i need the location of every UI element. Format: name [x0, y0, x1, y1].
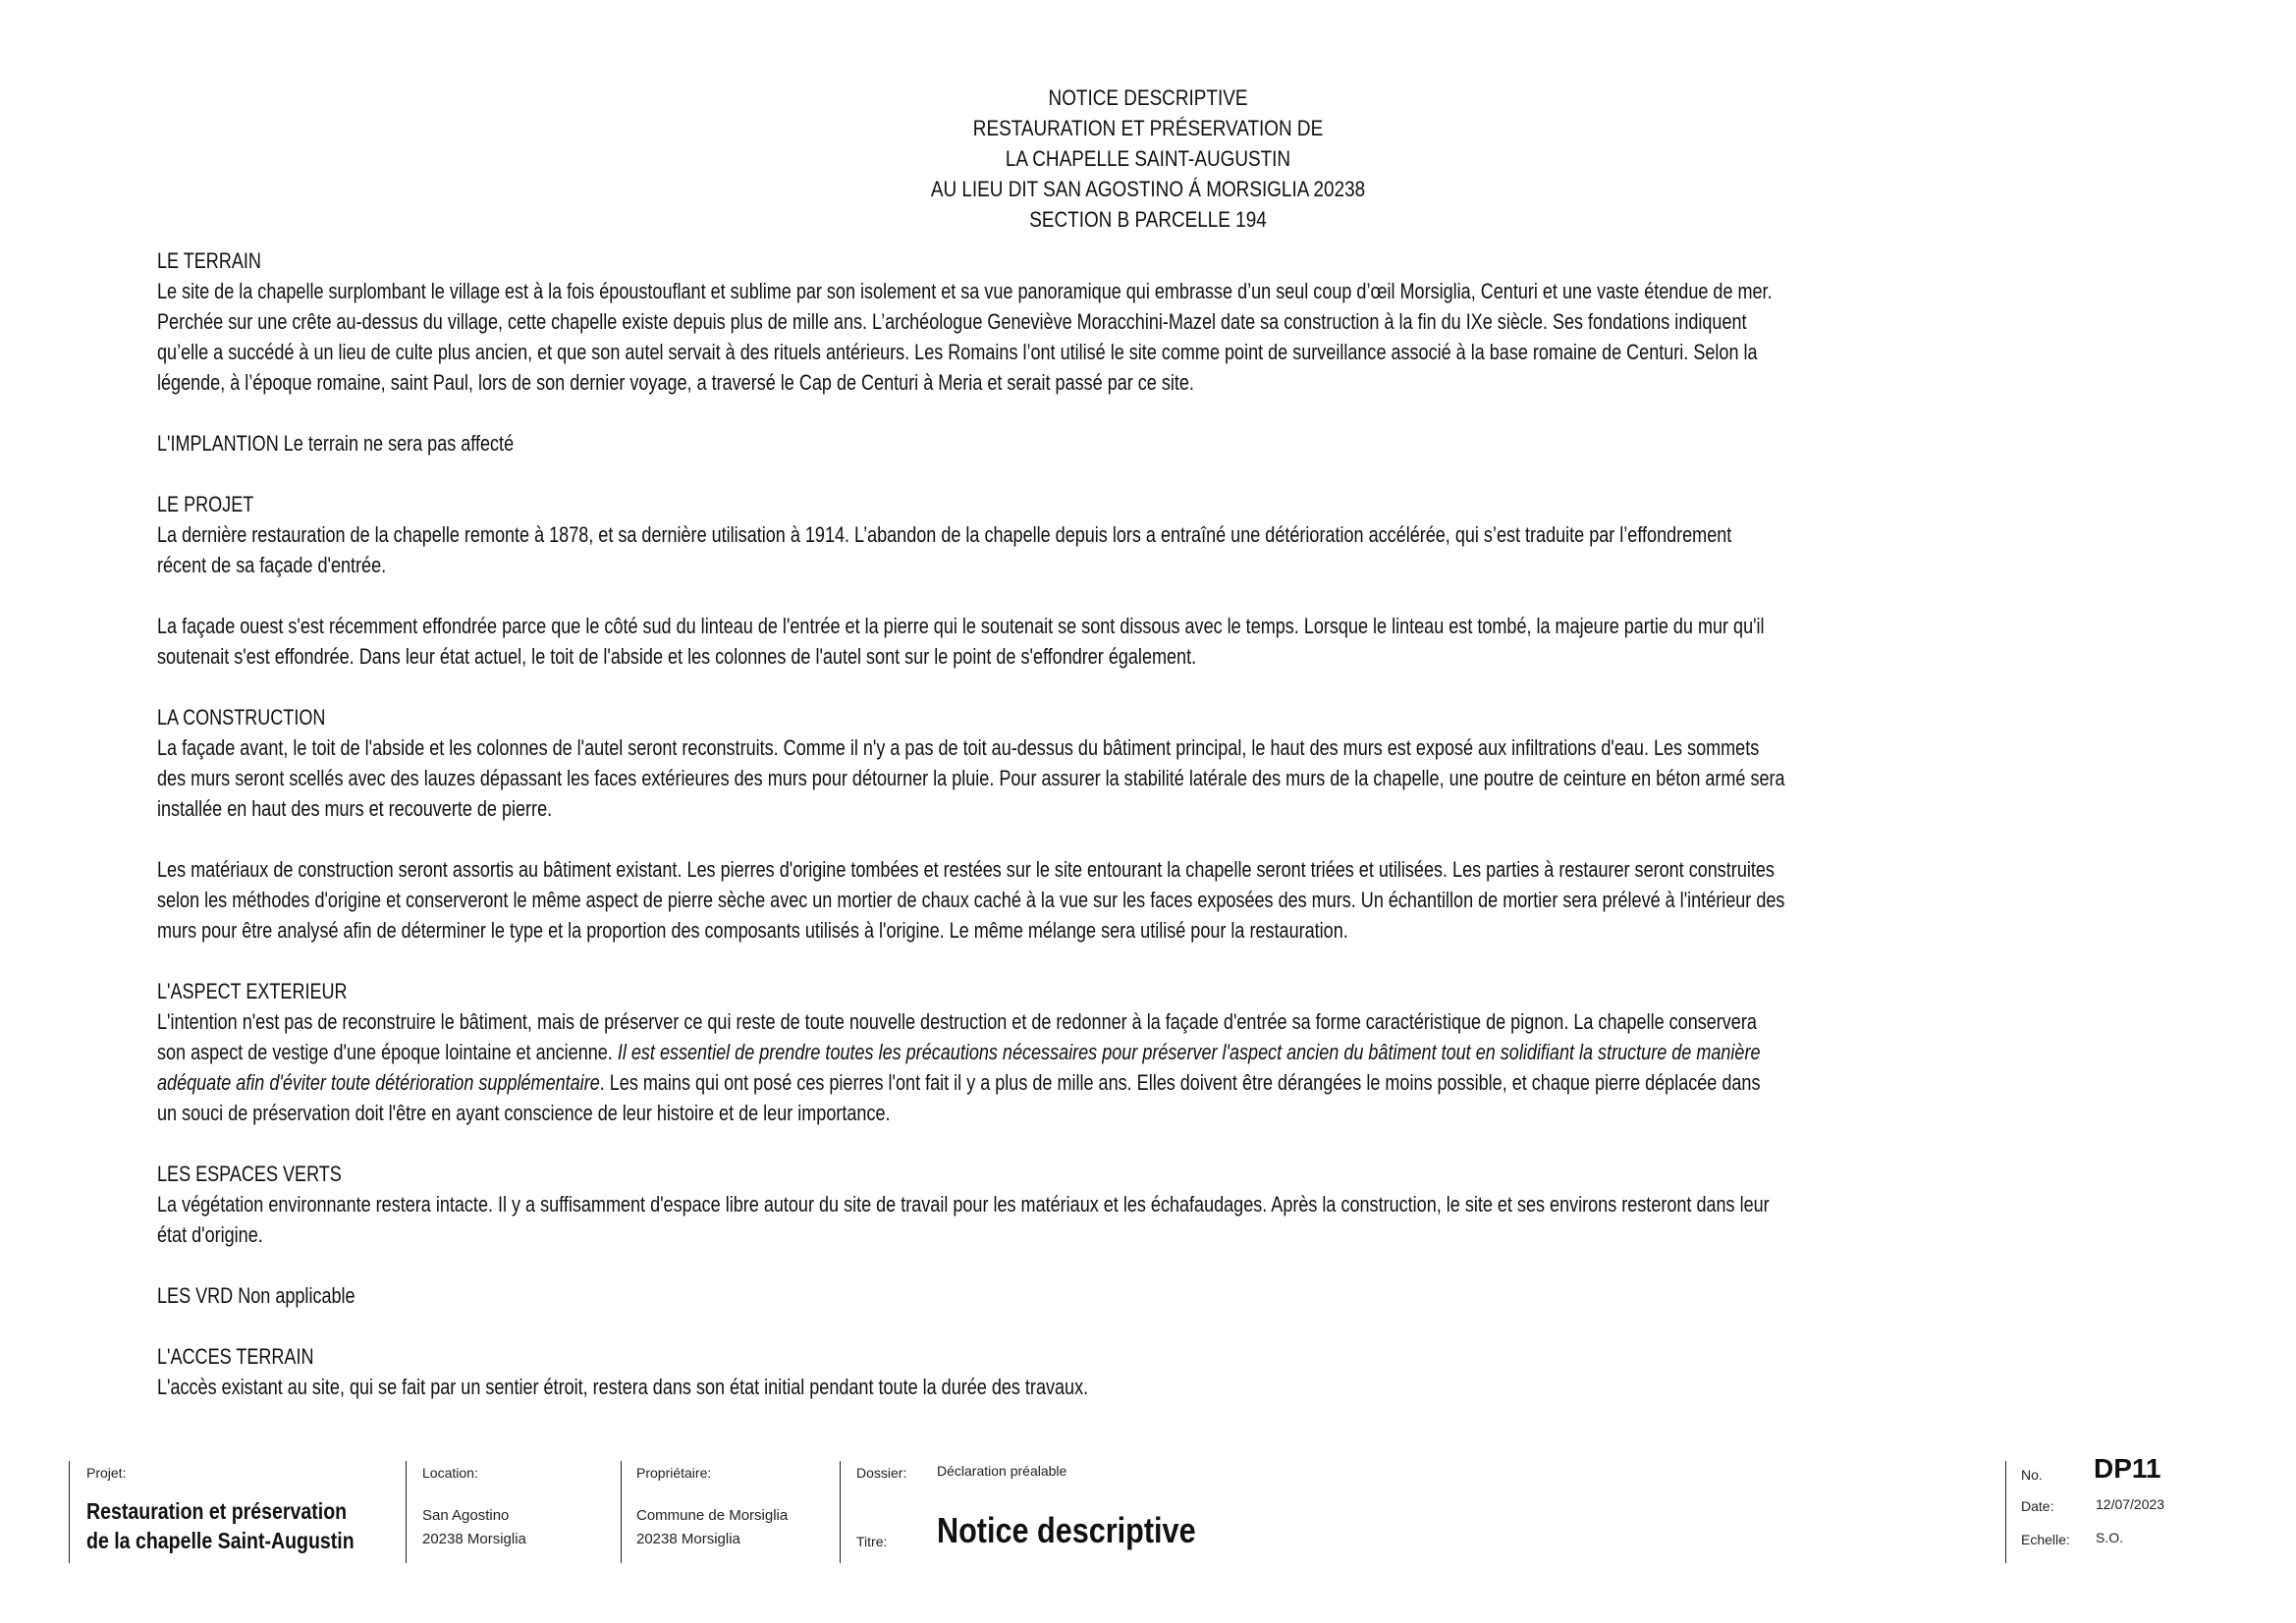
section-heading: LES VRD	[157, 1283, 234, 1308]
section-implantion	[157, 428, 2040, 459]
divider	[69, 1461, 70, 1563]
body-line: installée en haut des murs et recouverte de pierre.	[157, 796, 553, 821]
body-line	[157, 1067, 2040, 1098]
proprietaire-value	[636, 1504, 788, 1551]
echelle-label: Echelle:	[2021, 1532, 2070, 1547]
section-heading: LA CONSTRUCTION	[157, 705, 326, 730]
section-heading: LE TERRAIN	[157, 248, 261, 273]
body-line: état d'origine.	[157, 1222, 263, 1247]
dossier-value: Déclaration préalable	[937, 1463, 1067, 1479]
divider	[840, 1461, 841, 1563]
body-line: soutenait s'est effondrée. Dans leur état actuel, le toit de l'abside et les colonnes de l'autel sont sur le point de s'effondrer également.	[157, 644, 1197, 669]
titre-label: Titre:	[856, 1534, 888, 1549]
section-aspect-exterieur	[157, 976, 2040, 1128]
date-value: 12/07/2023	[2096, 1496, 2165, 1512]
location-line: San Agostino	[422, 1507, 510, 1524]
body-line: La façade ouest s'est récemment effondrée parce que le côté sud du linteau de l'entrée et la pierre qui le soutenait se sont dissous avec le temps. Lorsque le linteau est tombé, la majeure partie du mur qu'il	[157, 614, 1765, 638]
body-line: Le site de la chapelle surplombant le village est à la fois époustouflant et sublime par son isolement et sa vue panoramique qui embrasse d’un seul coup d’œil Morsiglia, Centuri et une vaste étendue de mer.	[157, 279, 1773, 303]
section-construction	[157, 702, 2040, 824]
body-line: légende, à l’époque romaine, saint Paul, lors de son dernier voyage, a traversé le Cap de Centuri à Meria et serait passé par ce site.	[157, 370, 1194, 395]
section-projet-continued	[157, 611, 2040, 672]
emphasis-text: adéquate afin d'éviter toute détérioration supplémentaire	[157, 1070, 600, 1095]
divider	[2005, 1461, 2006, 1563]
body-text: Le terrain ne sera pas affecté	[283, 431, 515, 456]
body-line: murs pour être analysé afin de déterminer le type et la proportion des composants utilisés à l'origine. Le même mélange sera utilisé pour la restauration.	[157, 918, 1348, 943]
document-title: Notice descriptive	[937, 1510, 1196, 1550]
section-acces-terrain	[157, 1341, 2040, 1402]
section-espaces-verts	[157, 1159, 2040, 1250]
section-construction-continued	[157, 854, 2040, 946]
document-header	[161, 82, 2136, 235]
header-line: AU LIEU DIT SAN AGOSTINO Á MORSIGLIA 20238	[930, 177, 1366, 201]
proprietaire-label: Propriétaire:	[636, 1465, 712, 1481]
body-line: La dernière restauration de la chapelle remonte à 1878, et sa dernière utilisation à 1914. L’abandon de la chapelle depuis lors a entraîné une détérioration accélérée, qui s’est traduite par l’effondrement	[157, 522, 1732, 547]
emphasis-text: Il est essentiel de prendre toutes les précautions nécessaires pour préserver l'aspect ancien du bâtiment tout en solidifiant la structure de manière	[617, 1040, 1761, 1064]
project-name-line: Restauration et préservation	[86, 1498, 348, 1524]
section-heading: L'ACCES TERRAIN	[157, 1344, 314, 1369]
header-line: SECTION B PARCELLE 194	[1029, 207, 1267, 232]
section-heading: LES ESPACES VERTS	[157, 1162, 342, 1186]
echelle-value: S.O.	[2096, 1530, 2124, 1545]
dossier-label: Dossier:	[856, 1465, 907, 1481]
section-terrain	[157, 245, 2040, 398]
divider	[406, 1461, 407, 1563]
document-body	[157, 245, 2040, 1433]
body-line: L'intention n'est pas de reconstruire le bâtiment, mais de préserver ce qui reste de toute nouvelle destruction et de redonner à la façade d'entrée sa forme caractéristique de pignon. La chapelle conservera	[157, 1009, 1757, 1034]
proprietaire-line: Commune de Morsiglia	[636, 1507, 789, 1524]
body-line: qu’elle a succédé à un lieu de culte plus ancien, et que son autel servait à des rituels antérieurs. Les Romains l’ont utilisé le site comme point de surveillance associé à la base romaine de Centuri. Selon la	[157, 340, 1758, 364]
body-line: L'accès existant au site, qui se fait par un sentier étroit, restera dans son état initial pendant toute la durée des travaux.	[157, 1375, 1089, 1399]
sheet-number: DP11	[2094, 1453, 2161, 1484]
header-line: LA CHAPELLE SAINT-AUGUSTIN	[1005, 146, 1291, 171]
project-name	[86, 1496, 355, 1555]
section-projet	[157, 489, 2040, 580]
no-label: No.	[2021, 1467, 2043, 1483]
header-line: NOTICE DESCRIPTIVE	[1048, 85, 1248, 110]
section-vrd	[157, 1280, 2040, 1311]
header-line: RESTAURATION ET PRÉSERVATION DE	[972, 116, 1324, 140]
body-line: récent de sa façade d'entrée.	[157, 553, 387, 577]
body-line: selon les méthodes d'origine et conserveront le même aspect de pierre sèche avec un mortier de chaux caché à la vue sur les faces exposées des murs. Un échantillon de mortier sera prélevé à l'intérieur des	[157, 888, 1785, 912]
body-text: son aspect de vestige d'une époque lointaine et ancienne.	[157, 1040, 618, 1064]
body-line	[157, 1037, 2040, 1067]
location-label: Location:	[422, 1465, 478, 1481]
projet-label: Projet:	[86, 1465, 127, 1481]
title-block	[0, 1453, 2296, 1571]
body-text: . Les mains qui ont posé ces pierres l'ont fait il y a plus de mille ans. Elles doivent être dérangées le moins possible, et chaque pierre déplacée dans	[599, 1070, 1761, 1095]
body-line: Perchée sur une crête au-dessus du village, cette chapelle existe depuis plus de mille ans. L’archéologue Geneviève Moracchini-Mazel date sa construction à la fin du IXe siècle. Ses fondations indiquent	[157, 309, 1747, 334]
location-line: 20238 Morsiglia	[422, 1531, 526, 1547]
section-heading: LE PROJET	[157, 492, 254, 516]
body-text: Non applicable	[238, 1283, 355, 1308]
body-line: La végétation environnante restera intacte. Il y a suffisamment d'espace libre autour du site de travail pour les matériaux et les échafaudages. Après la construction, le site et ses environs resteront dans leur	[157, 1192, 1770, 1217]
body-line: Les matériaux de construction seront assortis au bâtiment existant. Les pierres d'origine tombées et restées sur le site entourant la chapelle seront triées et utilisées. Les parties à restaurer seront construites	[157, 857, 1775, 882]
date-label: Date:	[2021, 1498, 2054, 1514]
body-line: des murs seront scellés avec des lauzes dépassant les faces extérieures des murs pour détourner la pluie. Pour assurer la stabilité latérale des murs de la chapelle, une poutre de ceinture en béton armé sera	[157, 766, 1785, 790]
body-line: La façade avant, le toit de l'abside et les colonnes de l'autel seront reconstruits. Comme il n'y a pas de toit au-dessus du bâtiment principal, le haut des murs est exposé aux infiltrations d'eau. Les sommets	[157, 735, 1760, 760]
proprietaire-line: 20238 Morsiglia	[636, 1531, 740, 1547]
divider	[621, 1461, 622, 1563]
section-heading: L'ASPECT EXTERIEUR	[157, 979, 348, 1003]
body-line: un souci de préservation doit l'être en ayant conscience de leur histoire et de leur importance.	[157, 1101, 891, 1125]
location-value	[422, 1504, 526, 1551]
project-name-line: de la chapelle Saint-Augustin	[86, 1528, 355, 1553]
section-heading: L'IMPLANTION	[157, 431, 279, 456]
